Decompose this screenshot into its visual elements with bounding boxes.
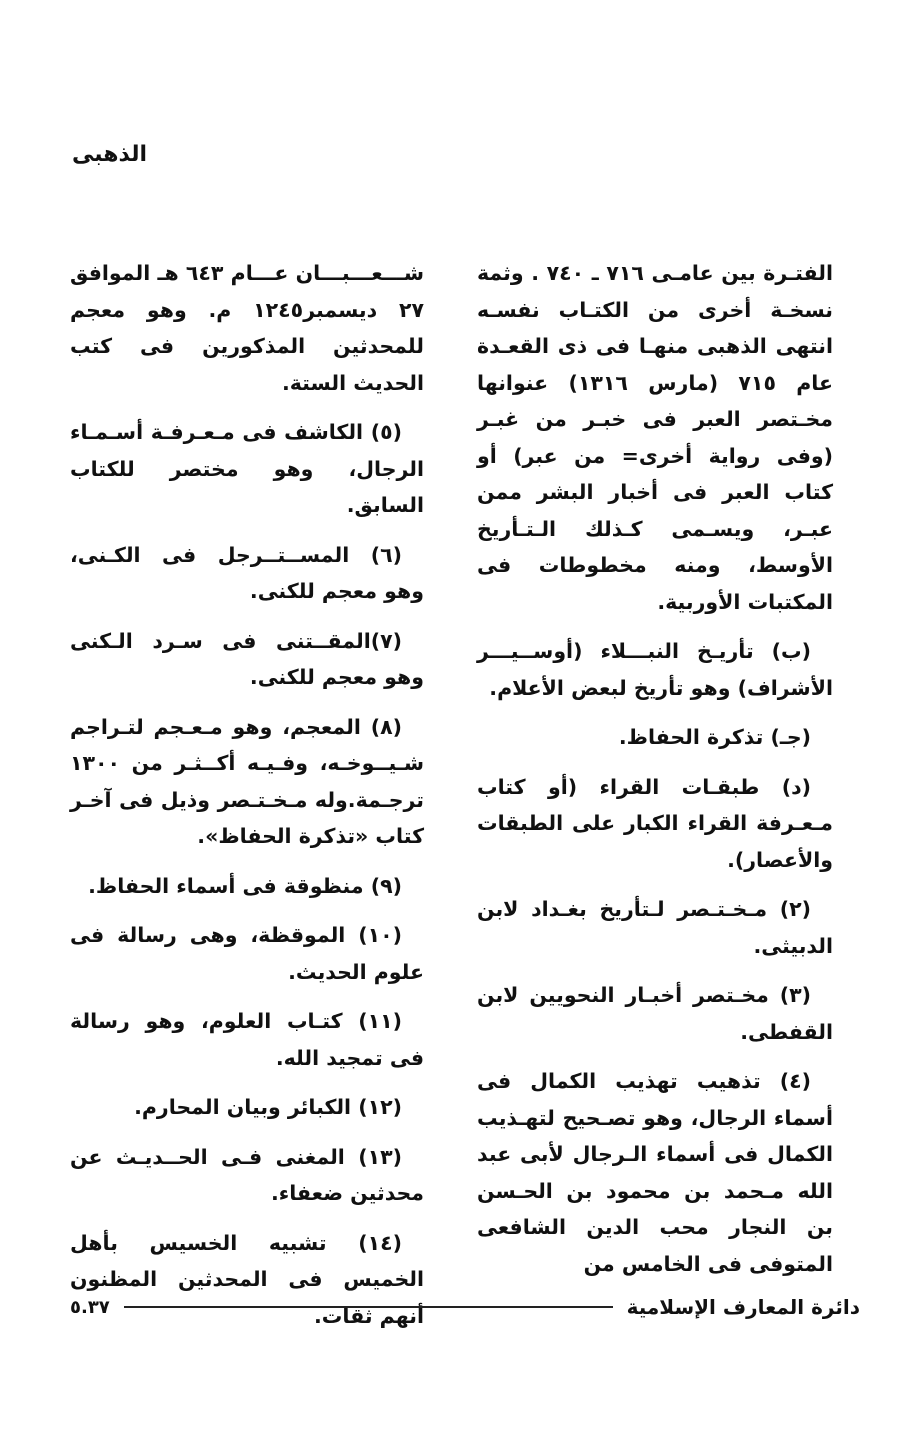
list-item: (جـ) تذكرة الحفاظ. xyxy=(618,725,811,749)
running-head: الذهبى xyxy=(72,142,148,167)
list-item: (٨) المعجم، وهو مـعـجم لتـراجم شـيــوخـه، وفـيـه أكــثـر من ١٣٠٠ ترجـمة.وله مـخـتـصر وذيل فى آخـر كتاب «تذكرة الحفاظ». xyxy=(70,714,424,848)
page-number: ٥.٣٧ xyxy=(70,1296,110,1318)
list-item: (٧)المقــتنى فى سـرد الـكنى وهو معجم للكنى. xyxy=(70,628,424,689)
list-item: (١٤) تشبيه الخسيس بأهل الخميس فى المحدثين المظنون أنهم ثقات. xyxy=(70,1230,424,1328)
footer-title: دائرة المعارف الإسلامية xyxy=(626,1295,860,1319)
list-item: (٦) المســتــرجل فى الكـنى، وهو معجم للكنى. xyxy=(70,542,424,603)
list-item: (٢) مـخـتـصر لـتأريخ بغـداد لابن الدبيثى. xyxy=(477,897,833,958)
list-item: (٣) مخـتصر أخبـار النحويين لابن القفطى. xyxy=(477,983,833,1044)
footer-divider xyxy=(124,1306,613,1308)
paragraph: شـــعـــبـــان عـــام ٦٤٣ هـ الموافق ٢٧ ديسمبر١٢٤٥ م. وهو معجم للمحدثين المذكورين فى كتب الحديث الستة. xyxy=(70,261,424,395)
paragraph: الفتـرة بين عامـى ٧١٦ ـ ٧٤٠ . وثمة نسخـة أخرى من الكتـاب نفسـه انتهى الذهبى منهـا فى ذى القعـدة عام ٧١٥ (مارس ١٣١٦) عنوانها مخـتصر العبر فى خبـر من غبـر (وفى رواية أخرى= من عبر) أو كتاب العبر فى أخبار البشر ممن عبـر، ويسـمى كـذلك الـتـأريخ الأوسط، ومنه مخطوطات فى المكتبات الأوربية. xyxy=(477,261,834,614)
list-item: (١٣) المغنى فـى الحــديـث عن محدثين ضعفاء. xyxy=(70,1144,424,1205)
list-item: (ب) تأريـخ النبـــلاء (أوســيـــر الأشراف) وهو تأريخ لبعض الأعلام. xyxy=(477,639,833,700)
list-item: (١٠) الموقظة، وهى رسالة فى علوم الحديث. xyxy=(70,923,424,984)
list-item: (٩) منظوقة فى أسماء الحفاظ. xyxy=(88,873,402,898)
left-column xyxy=(70,255,424,1347)
list-item: (٥) الكاشف فى مـعـرفـة أسـمـاء الرجال، وهو مختصر للكتاب السابق. xyxy=(70,420,424,517)
list-item: (١١) كتـاب العلوم، وهو رسالة فى تمجيد الله. xyxy=(70,1009,424,1070)
page-footer xyxy=(70,1292,860,1322)
right-column xyxy=(477,255,833,1295)
list-item: (د) طبقـات القراء (أو كتاب مـعـرفة القراء الكبار على الطبقات والأعصار). xyxy=(477,774,833,872)
list-item: (٤) تذهيب تهذيب الكمال فى أسماء الرجال، وهو تصـحيح لتهـذيب الكمال فى أسماء الـرجال لأبى عبد الله مـحمد بن محمود بن الحـسن بن النجار محب الدين الشافعى المتوفى فى الخامس من xyxy=(477,1069,833,1276)
list-item: (١٢) الكبائر وبيان المحارم. xyxy=(134,1095,402,1119)
